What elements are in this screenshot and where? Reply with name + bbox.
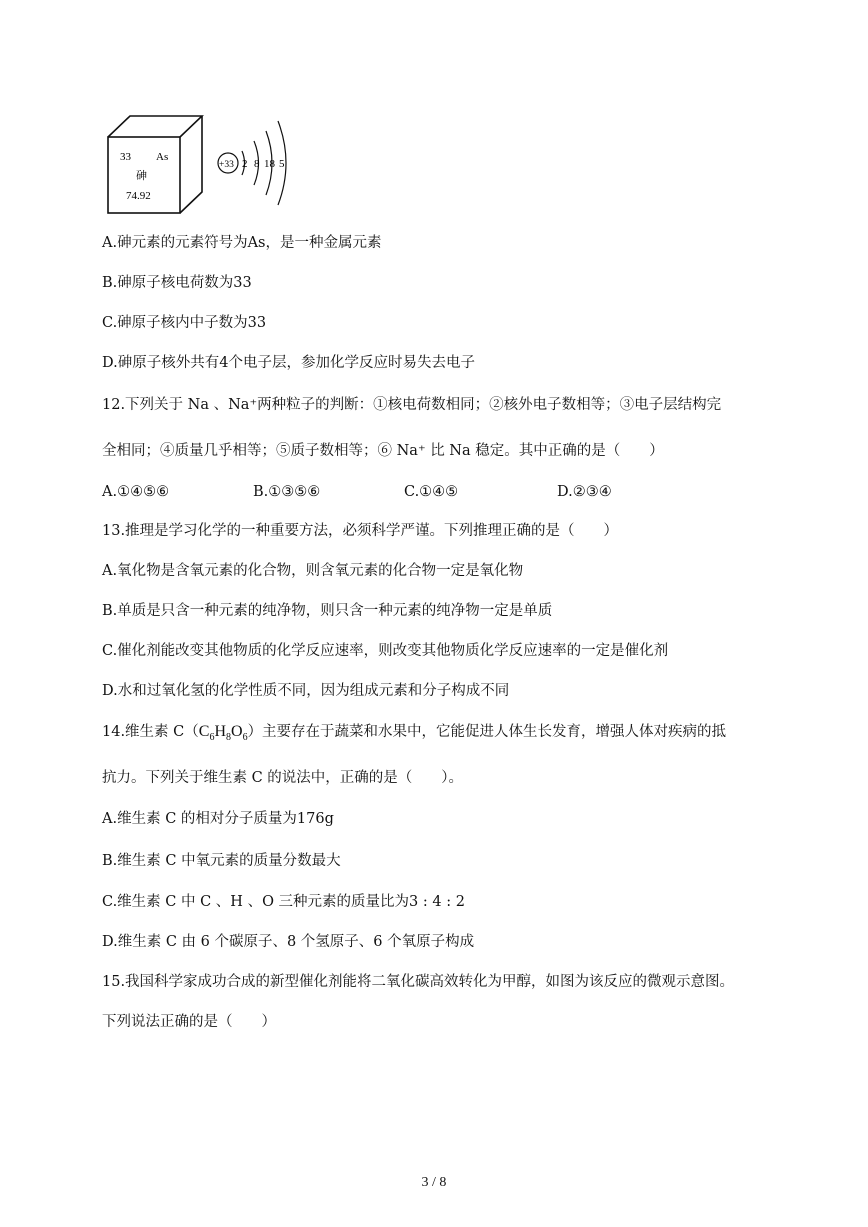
shell-2-count: 8: [254, 158, 260, 170]
q14-option-d: D.维生素 C 由 6 个碳原子、8 个氢原子、6 个氧原子构成: [102, 934, 475, 950]
q11-option-d: D.砷原子核外共有4个电子层，参加化学反应时易失去电子: [102, 355, 475, 371]
shell-1-count: 2: [242, 158, 248, 170]
q14-stem-suffix: ）主要存在于蔬菜和水果中，它能促进人体生长发育，增强人体对疾病的抵: [247, 724, 727, 740]
element-atomic-mass: 74.92: [126, 190, 151, 202]
q12-option-c: C.①④⑤: [404, 484, 459, 500]
element-cell-cube: [108, 116, 202, 213]
shell-4-count: 5: [279, 158, 285, 170]
q13-option-a: A.氧化物是含氧元素的化合物，则含氧元素的化合物一定是氧化物: [102, 563, 524, 579]
q14-stem-line2: 抗力。下列关于维生素 C 的说法中，正确的是（ ）。: [102, 770, 464, 786]
vitamin-c-formula: $C_6H_8O_6$: [198, 723, 248, 744]
element-symbol: As: [156, 151, 169, 163]
q12-stem-line2: 全相同；④质量几乎相等；⑤质子数相等；⑥ Na⁺ 比 Na 稳定。其中正确的是（ ）: [102, 443, 664, 459]
q11-option-c: C.砷原子核内中子数为33: [102, 315, 267, 331]
q14-option-c: C.维生素 C 中 C 、H 、O 三种元素的质量比为3 : 4 : 2: [102, 894, 465, 910]
q13-option-c: C.催化剂能改变其他物质的化学反应速率，则改变其他物质化学反应速率的一定是催化剂: [102, 643, 669, 659]
q14-option-a: A.维生素 C 的相对分子质量为176g: [102, 811, 334, 827]
nucleus-charge: +33: [219, 160, 234, 170]
q15-stem-line2: 下列说法正确的是（ ）: [102, 1014, 276, 1030]
q13-option-d: D.水和过氧化氢的化学性质不同，因为组成元素和分子构成不同: [102, 683, 510, 699]
q14-option-b: B.维生素 C 中氧元素的质量分数最大: [102, 853, 341, 869]
q15-stem-line1: 15.我国科学家成功合成的新型催化剂能将二氧化碳高效转化为甲醇，如图为该反应的微观示意图。: [102, 974, 735, 990]
q14-stem-prefix: 14.维生素 C（: [102, 724, 199, 740]
q12-option-a: A.①④⑤⑥: [102, 484, 170, 500]
q12-option-b: B.①③⑤⑥: [253, 484, 321, 500]
arsenic-element-figure: [106, 113, 291, 221]
page-number: 3 / 8: [421, 1175, 447, 1190]
q12-option-d: D.②③④: [557, 484, 612, 500]
element-name: 砷: [136, 169, 147, 182]
shell-3-count: 18: [264, 158, 275, 170]
q11-option-b: B.砷原子核电荷数为33: [102, 275, 252, 291]
q14-stem-line1: [102, 722, 726, 748]
q12-stem-line1: 12.下列关于 Na 、Na⁺两种粒子的判断：①核电荷数相同；②核外电子数相等；③电子层结构完: [102, 397, 722, 413]
element-atomic-number: 33: [120, 151, 131, 163]
q13-stem: 13.推理是学习化学的一种重要方法，必须科学严谨。下列推理正确的是（ ）: [102, 523, 619, 539]
q11-option-a: A.砷元素的元素符号为As，是一种金属元素: [102, 235, 382, 251]
q13-option-b: B.单质是只含一种元素的纯净物，则只含一种元素的纯净物一定是单质: [102, 603, 553, 619]
